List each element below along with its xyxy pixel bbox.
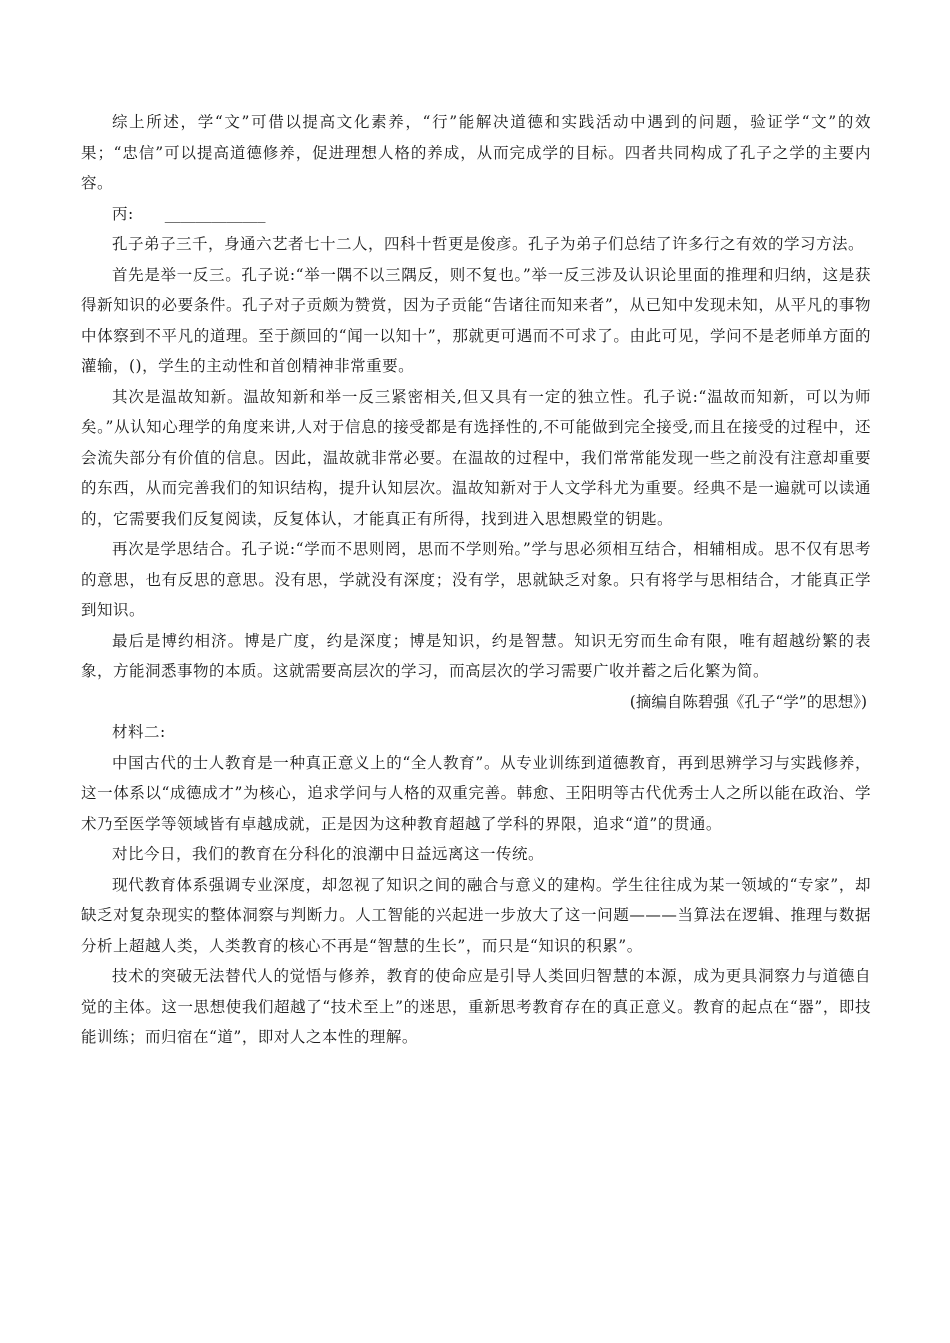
- paragraph-summary: 综上所述，学“文”可借以提高文化素养，“行”能解决道德和实践活动中遇到的问题，验证学“文”的效果；“忠信”可以提高道德修养，促进理想人格的养成，从而完成学的目标。四者共同构成了孔子之学的主要内容。: [81, 113, 871, 192]
- section-bing-heading: [81, 199, 871, 230]
- paragraph-intro: 孔子弟子三千，身通六艺者七十二人，四科十哲更是俊彦。孔子为弟子们总结了许多行之有效的学习方法。: [112, 235, 865, 253]
- paragraph-m2-3: 现代教育体系强调专业深度，却忽视了知识之间的融合与意义的建构。学生往往成为某一领域的“专家”，却缺乏对复杂现实的整体洞察与判断力。人工智能的兴起进一步放大了这一问题———当算法在逻辑、推理与数据分析上超越人类，人类教育的核心不再是“智慧的生长”，而只是“知识的积累”。: [81, 875, 871, 955]
- paragraph-wgzx: 其次是温故知新。温故知新和举一反三紧密相关,但又具有一定的独立性。孔子说:“温故而知新，可以为师矣。”从认知心理学的角度来讲,人对于信息的接受都是有选择性的,不可能做到完全接受,而且在接受的过程中，还会流失部分有价值的信息。因此，温故就非常必要。在温故的过程中，我们常常能发现一些之前没有注意却重要的东西，从而完善我们的知识结构，提升认知层次。温故知新对于人文学科尤为重要。经典不是一遍就可以读通的，它需要我们反复阅读，反复体认，才能真正有所得，找到进入思想殿堂的钥匙。: [81, 387, 871, 528]
- paragraph-xsjh: 再次是学思结合。孔子说:“学而不思则罔，思而不学则殆。”学与思必须相互结合，相辅相成。思不仅有思考的意思，也有反思的意思。没有思，学就没有深度；没有学，思就缺乏对象。只有将学与思相结合，才能真正学到知识。: [81, 540, 871, 619]
- section-bing-blank: _____________: [164, 204, 266, 223]
- document-page: [81, 107, 871, 1053]
- paragraph-m2-1: 中国古代的士人教育是一种真正意义上的“全人教育”。从专业训练到道德教育，再到思辨学习与实践修养，这一体系以“成德成才”为核心，追求学问与人格的双重完善。韩愈、王阳明等古代优秀士人之所以能在政治、学术乃至医学等领域皆有卓越成就，正是因为这种教育超越了学科的界限，追求“道”的贯通。: [81, 753, 871, 833]
- material2-label: 材料二:: [112, 723, 166, 741]
- section-bing-label: 丙:: [112, 204, 134, 223]
- paragraph-m2-4: 技术的突破无法替代人的觉悟与修养，教育的使命应是引导人类回归智慧的本源，成为更具洞察力与道德自觉的主体。这一思想使我们超越了“技术至上”的迷思，重新思考教育存在的真正意义。教育的起点在“器”，即技能训练；而归宿在“道”，即对人之本性的理解。: [81, 967, 871, 1046]
- paragraph-m2-2: 对比今日，我们的教育在分科化的浪潮中日益远离这一传统。: [112, 845, 545, 863]
- source-note: (摘编自陈碧强《孔子“学”的思想》): [629, 692, 867, 711]
- paragraph-jyfs: 首先是举一反三。孔子说:“举一隅不以三隅反，则不复也。”举一反三涉及认识论里面的推理和归纳，这是获得新知识的必要条件。孔子对子贡颇为赞赏，因为子贡能“告诸往而知来者”，从已知中发现未知，从平凡的事物中体察到不平凡的道理。至于颜回的“闻一以知十”，那就更可遇而不可求了。由此可见，学问不是老师单方面的灌输，()，学生的主动性和首创精神非常重要。: [81, 265, 871, 375]
- paragraph-byxj: 最后是博约相济。博是广度，约是深度；博是知识，约是智慧。知识无穷而生命有限，唯有超越纷繁的表象，方能洞悉事物的本质。这就需要高层次的学习，而高层次的学习需要广收并蓄之后化繁为简。: [81, 631, 871, 680]
